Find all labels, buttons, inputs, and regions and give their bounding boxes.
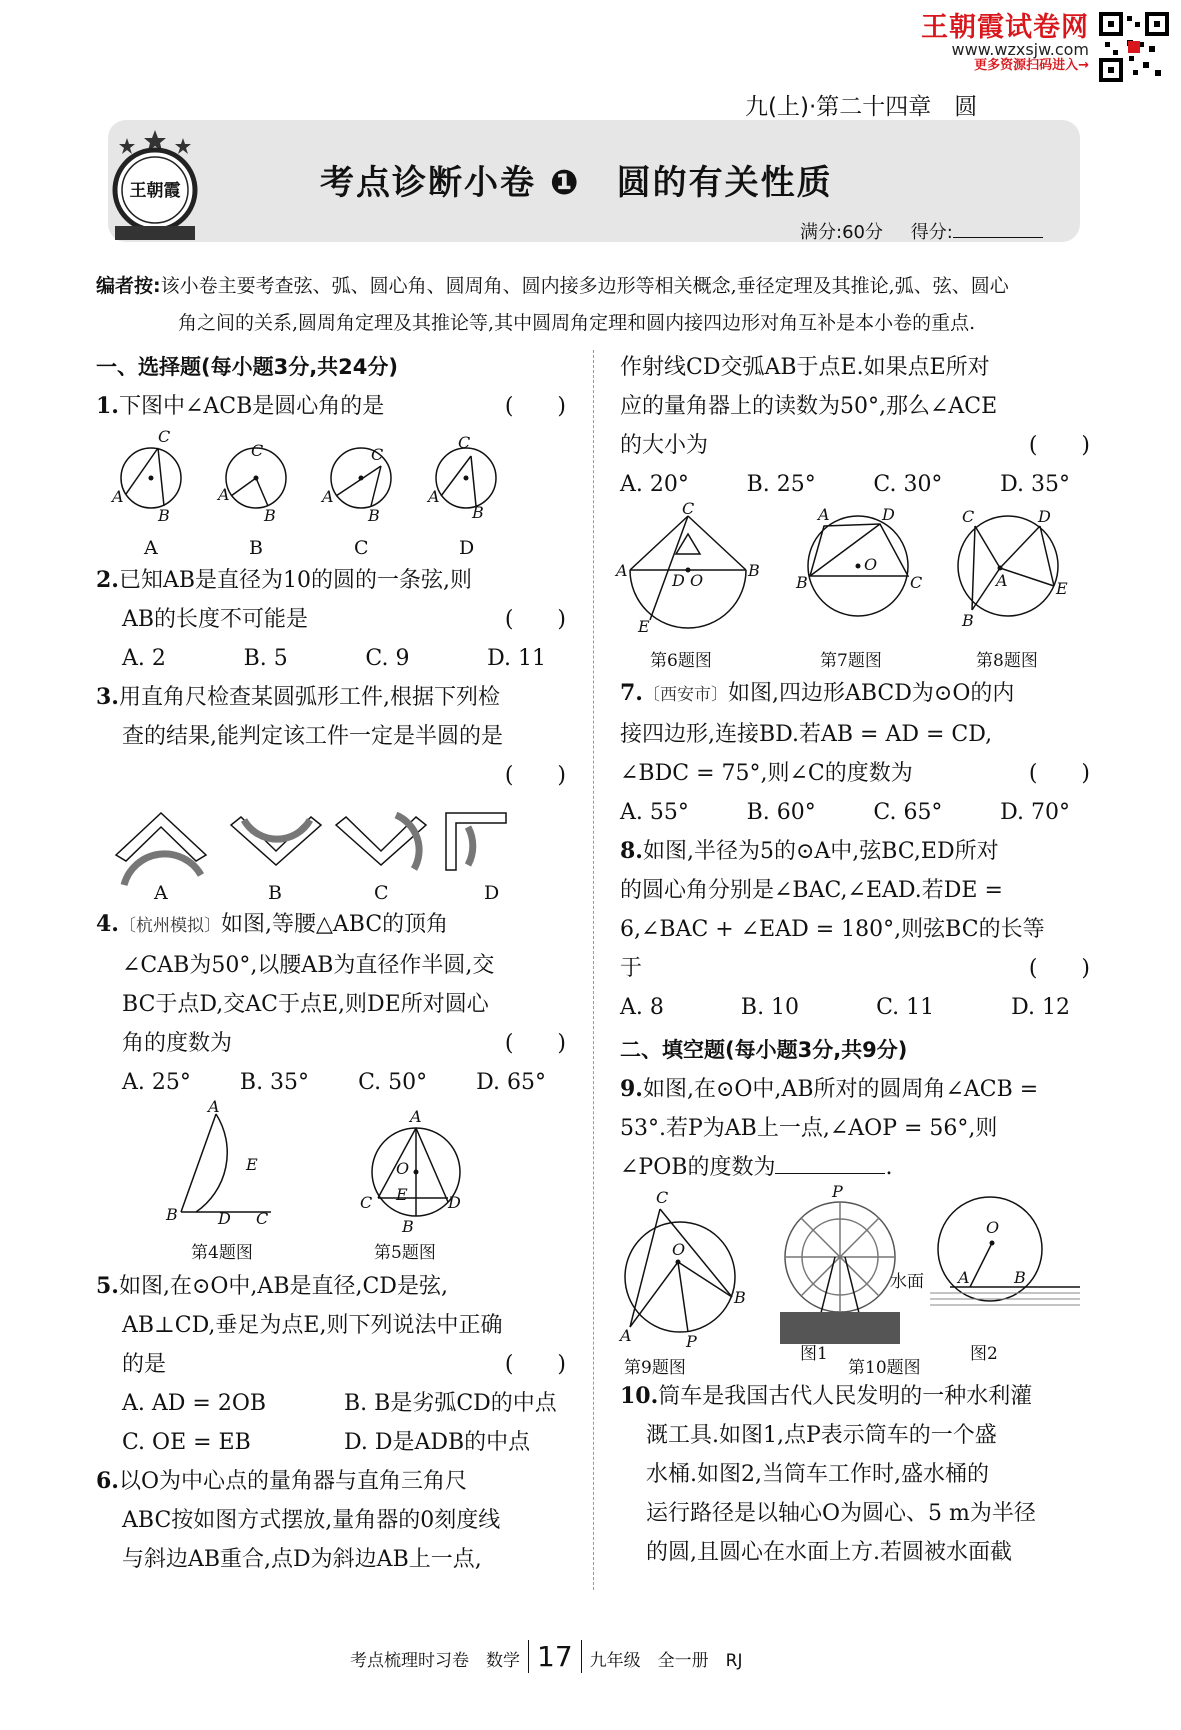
q2-option-a[interactable]: A. 2	[122, 646, 166, 671]
svg-text:D: D	[672, 571, 685, 590]
q8-line-1: 如图,半径为5的⊙A中,弦BC,ED所对	[642, 839, 999, 864]
svg-text:D: D	[218, 1209, 231, 1228]
svg-text:E: E	[638, 617, 650, 636]
q5-answer-paren[interactable]: ( )	[504, 1352, 566, 1377]
svg-text:C: C	[360, 1193, 373, 1212]
fig2-caption: 图2	[970, 1344, 998, 1364]
q1-figures	[96, 426, 566, 561]
svg-text:E: E	[246, 1155, 258, 1174]
q4-q5-figures	[96, 1097, 566, 1267]
qr-code-icon[interactable]	[1099, 12, 1169, 82]
q7-line-1: 如图,四边形ABCD为⊙O的内	[727, 681, 1015, 706]
q5-option-a[interactable]: A. AD = 2OB	[122, 1391, 267, 1416]
q6-option-c[interactable]: C. 30°	[873, 472, 943, 497]
question-7	[620, 674, 1090, 832]
svg-text:B: B	[962, 611, 974, 630]
q6-line-2: ABC按如图方式摆放,量角器的0刻度线	[122, 1508, 501, 1533]
footer-right: 九年级 全一册 RJ	[589, 1651, 743, 1671]
q4-option-c[interactable]: C. 50°	[358, 1070, 428, 1095]
left-column	[96, 348, 566, 1579]
question-10	[620, 1377, 1090, 1572]
question-4	[96, 905, 566, 1102]
q6-line-1: 以O为中心点的量角器与直角三角尺	[118, 1469, 468, 1494]
svg-text:C: C	[962, 507, 975, 526]
q10-line-2: 溉工具.如图1,点P表示筒车的一个盛	[646, 1423, 997, 1448]
q3-label-d: D	[484, 882, 500, 904]
q9-q10-figures	[620, 1182, 1090, 1378]
q7-line-3: ∠BDC = 75°,则∠C的度数为	[620, 761, 913, 786]
svg-text:A: A	[218, 485, 230, 504]
svg-text:B: B	[734, 1288, 746, 1307]
svg-text:A: A	[428, 487, 440, 506]
q3-line-1: 用直角尺检查某圆弧形工件,根据下列检	[118, 685, 500, 710]
svg-text:A: A	[620, 1326, 632, 1345]
q5-line-2: AB⊥CD,垂足为点E,则下列说法中正确	[122, 1313, 503, 1338]
section-choice: 一、选择题(每小题3分,共24分)	[96, 355, 399, 379]
right-column	[616, 348, 1090, 1572]
q3-line-2: 查的结果,能判定该工件一定是半圆的是	[122, 724, 503, 749]
q1-answer-paren[interactable]: ( )	[504, 394, 566, 419]
svg-text:A: A	[616, 561, 628, 580]
q1-label-b: B	[249, 537, 263, 559]
q4-line-1: 如图,等腰△ABC的顶角	[220, 912, 449, 937]
svg-text:B: B	[748, 561, 760, 580]
q6-line-6: 的大小为	[620, 433, 709, 458]
chapter-label: 九(上)·第二十四章 圆	[745, 94, 978, 120]
q4-line-4: 角的度数为	[122, 1031, 233, 1056]
q4-option-a[interactable]: A. 25°	[122, 1070, 191, 1095]
note-label: 编者按:	[96, 275, 161, 297]
brand-url[interactable]: www.wzxsjw.com	[951, 40, 1089, 60]
q3-label-a: A	[154, 882, 168, 904]
q10-line-5: 的圆,且圆心在水面上方.若圆被水面截	[646, 1540, 1012, 1565]
svg-text:B: B	[472, 503, 484, 522]
q5-line-3: 的是	[122, 1352, 167, 1377]
editor-note	[96, 268, 1086, 342]
q7-answer-paren[interactable]: ( )	[1028, 761, 1090, 786]
q2-option-d[interactable]: D. 11	[487, 646, 546, 671]
brand-block	[921, 14, 1089, 73]
svg-text:B: B	[158, 506, 170, 525]
q3-figures	[96, 795, 566, 905]
svg-text:C: C	[256, 1209, 269, 1228]
q2-option-c[interactable]: C. 9	[365, 646, 410, 671]
fig10-caption: 第10题图	[848, 1358, 921, 1378]
fig1-caption: 图1	[800, 1344, 828, 1364]
q9-answer-blank[interactable]	[775, 1173, 885, 1174]
svg-text:A: A	[208, 1097, 220, 1116]
footer-left: 考点梳理时习卷 数学	[350, 1651, 520, 1671]
q8-option-c[interactable]: C. 11	[876, 995, 935, 1020]
q9-line-3: ∠POB的度数为	[620, 1155, 776, 1180]
q7-option-c[interactable]: C. 65°	[873, 800, 943, 825]
q9-line-1: 如图,在⊙O中,AB所对的圆周角∠ACB =	[642, 1077, 1039, 1102]
svg-text:C: C	[251, 441, 264, 460]
svg-text:A: A	[112, 487, 124, 506]
full-score: 满分:60分	[800, 222, 883, 243]
page-footer	[350, 1640, 742, 1673]
svg-text:A: A	[958, 1268, 970, 1287]
fig8-caption: 第8题图	[976, 651, 1038, 671]
q5-line-1: 如图,在⊙O中,AB是直径,CD是弦,	[118, 1274, 448, 1299]
svg-text:A: A	[818, 505, 830, 524]
q1-label-a: A	[144, 537, 158, 559]
q10-line-4: 运行路径是以轴心O为圆心、5 m为半径	[646, 1501, 1036, 1526]
svg-text:C: C	[371, 445, 384, 464]
q1-label-d: D	[459, 537, 475, 559]
column-divider	[593, 350, 594, 1590]
seal-logo-icon	[105, 128, 205, 246]
q5-number: 5.	[96, 1273, 119, 1299]
svg-text:C: C	[458, 433, 471, 452]
q4-number: 4.	[96, 911, 119, 937]
score-label: 得分:	[910, 222, 953, 243]
svg-text:王朝霞: 王朝霞	[129, 181, 181, 201]
question-5	[96, 1267, 566, 1462]
q7-source-tag: 〔西安市〕	[642, 685, 728, 705]
svg-text:B: B	[264, 506, 276, 525]
water-label: 水面	[890, 1272, 924, 1292]
fig5-caption: 第5题图	[374, 1243, 436, 1263]
q6-option-b[interactable]: B. 25°	[746, 472, 816, 497]
q8-option-b[interactable]: B. 10	[740, 995, 800, 1020]
note-line-2: 角之间的关系,圆周角定理及其推论等,其中圆周角定理和圆内接四边形对角互补是本小卷的重点.	[178, 312, 976, 334]
svg-text:A: A	[410, 1107, 422, 1126]
brand-tagline: 更多资源扫码进入→	[974, 58, 1089, 74]
q4-line-2: ∠CAB为50°,以腰AB为直径作半圆,交	[122, 953, 495, 978]
svg-text:C: C	[910, 573, 923, 592]
svg-text:E: E	[1056, 579, 1068, 598]
svg-text:O: O	[864, 555, 878, 574]
svg-text:A: A	[996, 571, 1008, 590]
svg-text:B: B	[402, 1217, 414, 1236]
q9-line-2: 53°.若P为AB上一点,∠AOP = 56°,则	[620, 1116, 998, 1141]
svg-text:P: P	[832, 1182, 843, 1201]
q3-number: 3.	[96, 684, 119, 710]
svg-text:B: B	[796, 573, 808, 592]
svg-text:D: D	[1038, 507, 1051, 526]
q8-option-d[interactable]: D. 12	[1011, 995, 1070, 1020]
q6-option-a[interactable]: A. 20°	[620, 472, 689, 497]
q9-number: 9.	[620, 1076, 643, 1102]
section-fill: 二、填空题(每小题3分,共9分)	[620, 1038, 908, 1062]
svg-text:C: C	[656, 1188, 669, 1207]
q2-line-2: AB的长度不可能是	[122, 607, 309, 632]
q6-q7-q8-figures	[616, 499, 1090, 674]
q3-answer-paren[interactable]: ( )	[504, 763, 566, 788]
q2-option-b[interactable]: B. 5	[243, 646, 288, 671]
svg-text:O: O	[690, 571, 704, 590]
q4-option-b[interactable]: B. 35°	[239, 1070, 310, 1095]
q7-option-a[interactable]: A. 55°	[620, 800, 689, 825]
svg-text:C: C	[158, 427, 171, 446]
q4-option-d[interactable]: D. 65°	[476, 1070, 546, 1095]
q4-answer-paren[interactable]: ( )	[504, 1031, 566, 1056]
svg-text:P: P	[686, 1332, 697, 1351]
q2-number: 2.	[96, 567, 119, 593]
q10-line-1: 筒车是我国古代人民发明的一种水利灌	[658, 1384, 1033, 1409]
q7-option-b[interactable]: B. 60°	[746, 800, 816, 825]
score-blank[interactable]	[953, 237, 1043, 238]
note-line-1: 该小卷主要考查弦、弧、圆心角、圆周角、圆内接多边形等相关概念,垂径定理及其推论,弧、弦、圆心	[160, 275, 1009, 297]
q2-answer-paren[interactable]: ( )	[504, 607, 566, 632]
q6-number: 6.	[96, 1468, 119, 1494]
q8-line-2: 的圆心角分别是∠BAC,∠EAD.若DE =	[620, 878, 1003, 903]
fig6-caption: 第6题图	[650, 651, 712, 671]
svg-text:E: E	[396, 1185, 408, 1204]
page-number: 17	[528, 1640, 582, 1673]
svg-text:B: B	[166, 1205, 178, 1224]
svg-text:O: O	[396, 1159, 410, 1178]
svg-text:O: O	[672, 1240, 686, 1259]
q7-line-2: 接四边形,连接BD.若AB = AD = CD,	[620, 722, 993, 747]
svg-text:B: B	[368, 506, 380, 525]
q7-option-d[interactable]: D. 70°	[1000, 800, 1070, 825]
svg-text:A: A	[322, 487, 334, 506]
q2-line-1: 已知AB是直径为10的圆的一条弦,则	[118, 568, 473, 593]
question-8	[620, 832, 1090, 1027]
q3-label-b: B	[268, 882, 282, 904]
svg-text:D: D	[882, 505, 895, 524]
fig9-caption: 第9题图	[624, 1358, 686, 1378]
q7-number: 7.	[620, 680, 643, 706]
q6-line-3: 与斜边AB重合,点D为斜边AB上一点,	[122, 1547, 482, 1572]
q6-line-5: 应的量角器上的读数为50°,那么∠ACE	[620, 394, 998, 419]
q3-label-c: C	[374, 882, 389, 904]
q6-option-d[interactable]: D. 35°	[1000, 472, 1070, 497]
q4-source-tag: 〔杭州模拟〕	[118, 916, 221, 936]
q4-line-3: BC于点D,交AC于点E,则DE所对圆心	[122, 992, 489, 1017]
q5-option-c[interactable]: C. OE = EB	[122, 1430, 251, 1455]
q8-number: 8.	[620, 838, 643, 864]
q10-line-3: 水桶.如图2,当筒车工作时,盛水桶的	[646, 1462, 989, 1487]
q6-answer-paren[interactable]: ( )	[1028, 433, 1090, 458]
q5-option-b[interactable]: B. B是劣弧CD的中点	[344, 1391, 557, 1416]
q10-number: 10.	[620, 1383, 659, 1409]
q1-text: 下图中∠ACB是圆心角的是	[118, 394, 385, 419]
fig4-caption: 第4题图	[191, 1243, 253, 1263]
q8-option-a[interactable]: A. 8	[620, 995, 664, 1020]
svg-text:C: C	[682, 499, 695, 518]
page-title: 考点诊断小卷 ❶ 圆的有关性质	[320, 163, 833, 203]
q8-line-3: 6,∠BAC + ∠EAD = 180°,则弦BC的长等	[620, 917, 1045, 942]
q1-number: 1.	[96, 393, 119, 419]
question-6	[96, 1462, 566, 1579]
q1-label-c: C	[354, 537, 369, 559]
q8-line-4: 于	[620, 956, 643, 981]
q8-answer-paren[interactable]: ( )	[1028, 956, 1090, 981]
question-9: 9.如图,在⊙O中,AB所对的圆周角∠ACB = 53°.若P为AB上一点,∠AOP = 56°,则 ∠POB的度数为 .	[620, 1070, 1090, 1187]
score-line	[800, 218, 1043, 244]
question-2	[96, 561, 566, 678]
svg-text:B: B	[1014, 1268, 1026, 1287]
fig7-caption: 第7题图	[820, 651, 882, 671]
brand-name: 王朝霞试卷网	[921, 12, 1089, 43]
q5-option-d[interactable]: D. D是ADB的中点	[344, 1430, 531, 1455]
q6-line-4: 作射线CD交弧AB于点E.如果点E所对	[620, 355, 990, 380]
question-1	[96, 387, 566, 426]
svg-text:O: O	[986, 1218, 1000, 1237]
svg-text:D: D	[448, 1193, 461, 1212]
question-3	[96, 678, 566, 795]
